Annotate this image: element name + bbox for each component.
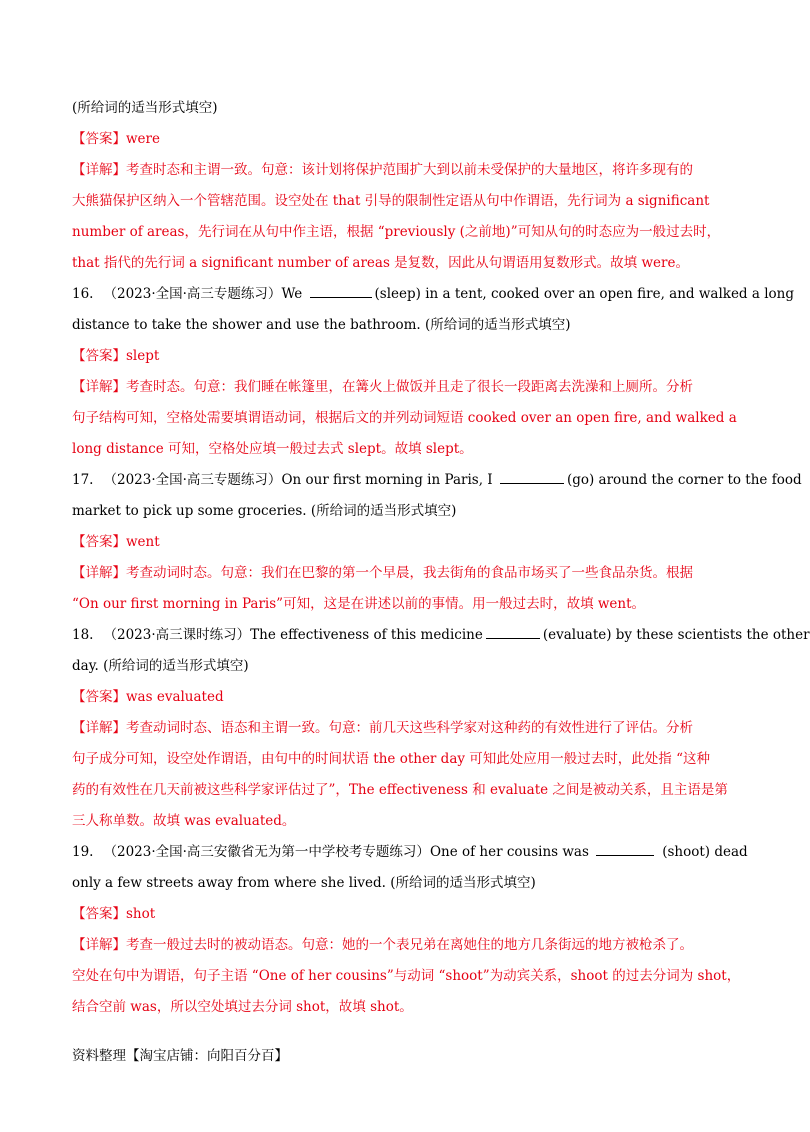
q18-detail-line-1: 【详解】考查动词时态、语态和主谓一致。句意：前几天这些科学家对这种药的有效性进行了评估。分析 (72, 720, 693, 736)
q16-detail-line-1: 【详解】考查时态。句意：我们睡在帐篷里，在篝火上做饭并且走了很长一段距离去洗澡和上厕所。分析 (72, 379, 693, 395)
q18-answer (72, 682, 718, 713)
q18-question-line-2: day. (所给词的适当形式填空) (72, 658, 249, 674)
q15-answer (72, 124, 718, 155)
answer-text: went (126, 534, 160, 550)
q15-detail-line-2: 大熊猫保护区纳入一个管辖范围。设空处在 that 引导的限制性定语从句中作谓语，先行词为 a significant (72, 193, 710, 209)
q18-question: 18. （2023·高三课时练习）The effectiveness of this medicine (evaluate) by these scientists the other (72, 627, 810, 643)
detail-tag: 【详解】 (72, 720, 126, 736)
question-number: 17. (72, 472, 94, 488)
q17-question: 17. （2023·全国·高三专题练习）On our first morning in Paris, I (go) around the corner to the food (72, 472, 802, 488)
q19-detail-line-1: 【详解】考查一般过去时的被动语态。句意：她的一个表兄弟在离她住的地方几条街远的地方被枪杀了。 (72, 937, 693, 953)
answer-text: slept (126, 348, 160, 364)
q16-detail-line-3: long distance 可知，空格处应填一般过去式 slept。故填 slept。 (72, 441, 473, 457)
answer-tag: 【答案】 (72, 689, 126, 705)
q17-detail-line-2: “On our first morning in Paris”可知，这是在讲述以前的事情。用一般过去时，故填 went。 (72, 596, 646, 612)
answer-text: were (126, 131, 160, 147)
q19-answer (72, 899, 718, 930)
answer-text: shot (126, 906, 156, 922)
q18-detail-line-4: 三人称单数。故填 was evaluated。 (72, 813, 296, 829)
q17-detail-line-1: 【详解】考查动词时态。句意：我们在巴黎的第一个早晨，我去街角的食品市场买了一些食品杂货。根据 (72, 565, 693, 581)
answer-tag: 【答案】 (72, 906, 126, 922)
answer-blank[interactable] (486, 626, 540, 639)
q17-question-line-2: market to pick up some groceries. (所给词的适当形式填空) (72, 503, 457, 519)
q19-detail-line-3: 结合空前 was，所以空处填过去分词 shot，故填 shot。 (72, 999, 413, 1015)
detail-tag: 【详解】 (72, 379, 126, 395)
answer-blank[interactable] (596, 843, 654, 856)
detail-tag: 【详解】 (72, 162, 126, 178)
q16-detail-line-2: 句子结构可知，空格处需要填谓语动词，根据后文的并列动词短语 cooked over an open fire, and walked a (72, 410, 737, 426)
answer-tag: 【答案】 (72, 534, 126, 550)
page-footer: 资料整理【淘宝店铺：向阳百分百】 (72, 1048, 288, 1064)
q19-question-line-2: only a few streets away from where she lived. (所给词的适当形式填空) (72, 875, 536, 891)
question-source: （2023·全国·高三专题练习） (103, 286, 282, 302)
q19-question: 19. （2023·全国·高三安徽省无为第一中学校考专题练习）One of her cousins was (shoot) dead (72, 844, 748, 860)
question-number: 16. (72, 286, 94, 302)
question-source: （2023·全国·高三专题练习） (103, 472, 282, 488)
q16-question: 16. （2023·全国·高三专题练习）We (sleep) in a tent, cooked over an open fire, and walked a long (72, 286, 794, 302)
answer-blank[interactable] (310, 285, 372, 298)
q18-detail-line-3: 药的有效性在几天前被这些科学家评估过了”，The effectiveness 和 evaluate 之间是被动关系，且主语是第 (72, 782, 728, 798)
answer-tag: 【答案】 (72, 348, 126, 364)
q15-tail: (所给词的适当形式填空) (72, 100, 218, 116)
question-number: 19. (72, 844, 94, 860)
question-source: （2023·全国·高三安徽省无为第一中学校考专题练习） (103, 844, 430, 860)
q15-detail-line-3: number of areas，先行词在从句中作主语，根据 “previously (之前地)”可知从句的时态应为一般过去时， (72, 224, 721, 240)
answer-tag: 【答案】 (72, 131, 126, 147)
q18-detail-line-2: 句子成分可知，设空处作谓语，由句中的时间状语 the other day 可知此处应用一般过去时，此处指 “这种 (72, 751, 710, 767)
q15-detail-line-1: 【详解】考查时态和主谓一致。句意：该计划将保护范围扩大到以前未受保护的大量地区，将许多现有的 (72, 162, 693, 178)
detail-tag: 【详解】 (72, 565, 126, 581)
answer-text: was evaluated (126, 689, 224, 705)
q19-detail-line-2: 空处在句中为谓语，句子主语 “One of her cousins”与动词 “shoot”为动宾关系，shoot 的过去分词为 shot， (72, 968, 741, 984)
q16-answer (72, 341, 718, 372)
q17-answer (72, 527, 718, 558)
answer-blank[interactable] (500, 471, 564, 484)
detail-tag: 【详解】 (72, 937, 126, 953)
q16-question-line-2: distance to take the shower and use the bathroom. (所给词的适当形式填空) (72, 317, 571, 333)
question-number: 18. (72, 627, 94, 643)
q15-detail-line-4: that 指代的先行词 a significant number of areas 是复数，因此从句谓语用复数形式。故填 were。 (72, 255, 689, 271)
question-source: （2023·高三课时练习） (103, 627, 251, 643)
